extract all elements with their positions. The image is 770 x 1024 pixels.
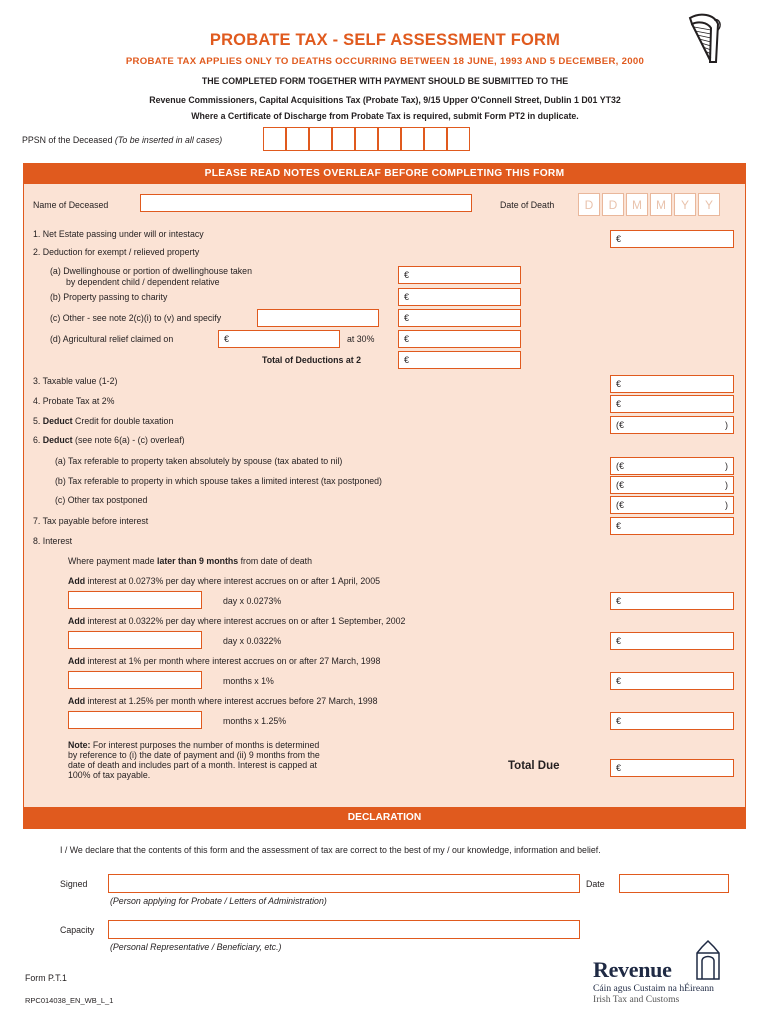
interest-unit-label: day x 0.0322% [223,636,282,646]
ppsn-digit-box[interactable] [378,127,401,151]
date-of-death-cell[interactable]: M [626,193,648,216]
interest-intro: Where payment made later than 9 months from date of death [68,556,312,566]
interest-unit-label: months x 1.25% [223,716,287,726]
declaration-text: I / We declare that the contents of this form and the assessment of tax are correct to the best of my / our knowledge, information and belief. [60,845,601,855]
item6c-label: (c) Other tax postponed [55,495,148,505]
signed-note: (Person applying for Probate / Letters of Administration) [110,896,327,906]
submission-address: Revenue Commissioners, Capital Acquisitions Tax (Probate Tax), 9/15 Upper O'Connell Street, Dublin 1 D01 YT32 [149,95,621,105]
signed-label: Signed [60,879,88,889]
ppsn-digit-box[interactable] [447,127,470,151]
total-deductions-field[interactable]: € [398,351,521,369]
date-field[interactable] [619,874,729,893]
item6b-label: (b) Tax referable to property in which spouse takes a limited interest (tax postponed) [55,476,382,486]
charity-field[interactable]: € [398,288,521,306]
interest-unit-label: months x 1% [223,676,274,686]
interest-row-label: Add interest at 1.25% per month where interest accrues before 27 March, 1998 [68,696,378,706]
interest-period-field[interactable] [68,591,202,609]
interest-amount-field[interactable]: € [610,632,734,650]
interest-period-field[interactable] [68,671,202,689]
interest-unit-label: day x 0.0273% [223,596,282,606]
submission-instruction: THE COMPLETED FORM TOGETHER WITH PAYMENT SHOULD BE SUBMITTED TO THE [201,76,569,86]
item2c-label: (c) Other - see note 2(c)(i) to (v) and specify [50,313,222,323]
form-code: RPC014038_EN_WB_L_1 [25,996,114,1005]
net-estate-field[interactable]: € [610,230,734,248]
form-title: PROBATE TAX - SELF ASSESSMENT FORM [209,31,561,49]
revenue-harp-icon [693,939,723,981]
tax-before-interest-field[interactable]: € [610,517,734,535]
capacity-note: (Personal Representative / Beneficiary, etc.) [110,942,282,952]
ppsn-digit-box[interactable] [401,127,424,151]
item5-label: 5. Deduct Credit for double taxation [33,416,174,426]
ppsn-digit-box[interactable] [424,127,447,151]
double-taxation-credit-field[interactable]: (€ ) [610,416,734,434]
total-due-label: Total Due [508,760,560,772]
interest-row-label: Add interest at 0.0322% per day where interest accrues on or after 1 September, 2002 [68,616,406,626]
item6-label: 6. Deduct (see note 6(a) - (c) overleaf) [33,435,185,445]
item2a-label-line2: by dependent child / dependent relative [66,277,220,287]
ppsn-label: PPSN of the Deceased (To be inserted in all cases) [22,135,223,145]
item1-label: 1. Net Estate passing under will or intestacy [33,229,204,239]
total-deductions-label: Total of Deductions at 2 [262,355,362,365]
interest-amount-field[interactable]: € [610,712,734,730]
ppsn-digit-box[interactable] [263,127,286,151]
revenue-logo-english: Irish Tax and Customs [593,994,680,1005]
probate-tax-field[interactable]: € [610,395,734,413]
capacity-label: Capacity [60,925,95,935]
interest-row-label: Add interest at 0.0273% per day where interest accrues on or after 1 April, 2005 [68,576,380,586]
item7-label: 7. Tax payable before interest [33,516,149,526]
other-deduction-field[interactable]: € [398,309,521,327]
item3-label: 3. Taxable value (1-2) [33,376,118,386]
total-due-field[interactable]: € [610,759,734,777]
ppsn-digit-box[interactable] [286,127,309,151]
revenue-logo-irish: Cáin agus Custaim na hÉireann [593,983,714,994]
signature-field[interactable] [108,874,580,893]
form-subtitle: PROBATE TAX APPLIES ONLY TO DEATHS OCCURRING BETWEEN 18 JUNE, 1993 AND 5 DECEMBER, 2000 [125,56,645,67]
capacity-field[interactable] [108,920,580,939]
date-of-death-cell[interactable]: Y [698,193,720,216]
item2a-label-line1: (a) Dwellinghouse or portion of dwellinghouse taken [50,266,252,276]
interest-amount-field[interactable]: € [610,672,734,690]
other-postponed-field[interactable]: (€ ) [610,496,734,514]
spouse-limited-field[interactable]: (€ ) [610,476,734,494]
agricultural-rate-label: at 30% [347,334,375,344]
interest-period-field[interactable] [68,631,202,649]
name-of-deceased-label: Name of Deceased [33,200,109,210]
date-of-death-cell[interactable]: D [602,193,624,216]
agricultural-relief-field[interactable]: € [398,330,521,348]
interest-note: Note: For interest purposes the number of months is determined by reference to (i) the date of payment and (ii) 9 months from the date of death and includes part of a month. Interest is capped at 100% of tax payable. [68,740,320,780]
interest-row-label: Add interest at 1% per month where interest accrues on or after 27 March, 1998 [68,656,381,666]
panel-heading: PLEASE READ NOTES OVERLEAF BEFORE COMPLETING THIS FORM [23,163,746,184]
other-specify-field[interactable] [257,309,379,327]
date-of-death-label: Date of Death [500,200,555,210]
item6a-label: (a) Tax referable to property taken absolutely by spouse (tax abated to nil) [55,456,343,466]
certificate-note: Where a Certificate of Discharge from Probate Tax is required, submit Form PT2 in duplicate. [191,111,579,121]
item2d-label: (d) Agricultural relief claimed on [50,334,174,344]
agricultural-value-field[interactable]: € [218,330,340,348]
item2b-label: (b) Property passing to charity [50,292,168,302]
interest-period-field[interactable] [68,711,202,729]
interest-amount-field[interactable]: € [610,592,734,610]
revenue-logo-word: Revenue [593,957,672,982]
item4-label: 4. Probate Tax at 2% [33,396,115,406]
date-of-death-cell[interactable]: Y [674,193,696,216]
dwellinghouse-field[interactable]: € [398,266,521,284]
ppsn-digit-box[interactable] [355,127,378,151]
date-label: Date [586,879,605,889]
declaration-heading: DECLARATION [23,807,746,828]
ppsn-digit-box[interactable] [309,127,332,151]
name-of-deceased-field[interactable] [140,194,472,212]
form-id: Form P.T.1 [25,973,67,983]
ppsn-digit-box[interactable] [332,127,355,151]
spouse-absolute-field[interactable]: (€ ) [610,457,734,475]
date-of-death-cell[interactable]: M [650,193,672,216]
taxable-value-field[interactable]: € [610,375,734,393]
item2-label: 2. Deduction for exempt / relieved property [33,247,200,257]
item8-label: 8. Interest [33,536,73,546]
date-of-death-cell[interactable]: D [578,193,600,216]
